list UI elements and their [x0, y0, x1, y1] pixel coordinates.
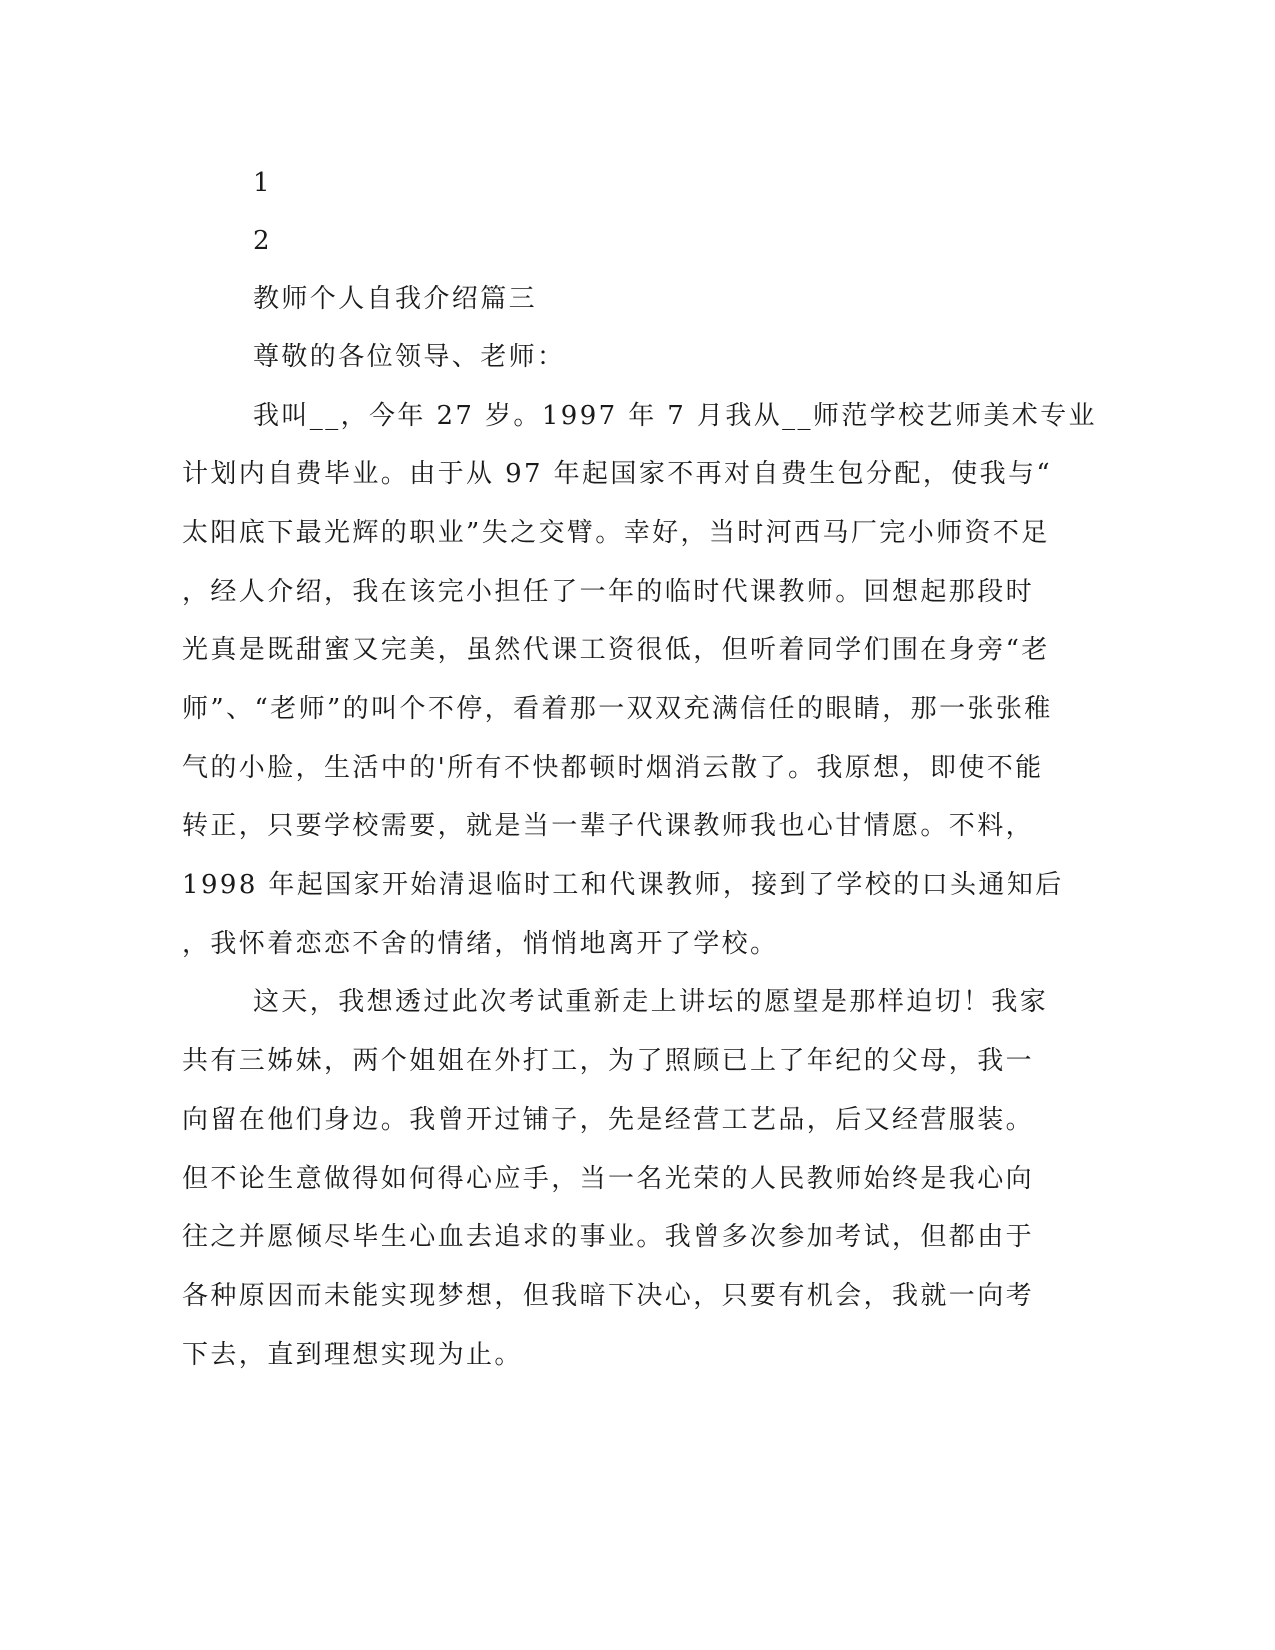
paragraph2-line: 向留在他们身边。我曾开过铺子，先是经营工艺品，后又经营服装。: [182, 1105, 1035, 1135]
paragraph1-line: ，经人介绍，我在该完小担任了一年的临时代课教师。回想起那段时: [182, 577, 1035, 607]
paragraph1-line: 转正，只要学校需要，就是当一辈子代课教师我也心甘情愿。不料，: [182, 811, 1035, 841]
paragraph2-line: 但不论生意做得如何得心应手，当一名光荣的人民教师始终是我心向: [182, 1164, 1035, 1194]
page-number-2: 2: [253, 226, 272, 256]
paragraph1-line: 太阳底下最光辉的职业”失之交臂。幸好，当时河西马厂完小师资不足: [182, 518, 1050, 548]
paragraph1-line: ，我怀着恋恋不舍的情绪，悄悄地离开了学校。: [182, 929, 779, 959]
document-title: 教师个人自我介绍篇三: [253, 284, 538, 314]
paragraph2-line: 这天，我想透过此次考试重新走上讲坛的愿望是那样迫切！我家: [253, 987, 1049, 1017]
paragraph1-line: 1998 年起国家开始清退临时工和代课教师，接到了学校的口头通知后: [182, 870, 1064, 900]
salutation: 尊敬的各位领导、老师：: [253, 342, 566, 372]
paragraph1-line: 光真是既甜蜜又完美，虽然代课工资很低，但听着同学们围在身旁“老: [182, 635, 1050, 665]
paragraph2-line: 下去，直到理想实现为止。: [182, 1340, 523, 1370]
paragraph1-line: 计划内自费毕业。由于从 97 年起国家不再对自费生包分配，使我与“: [182, 459, 1053, 489]
paragraph1-line: 师”、“老师”的叫个不停，看着那一双双充满信任的眼睛，那一张张稚: [182, 694, 1053, 724]
paragraph2-line: 往之并愿倾尽毕生心血去追求的事业。我曾多次参加考试，但都由于: [182, 1222, 1035, 1252]
paragraph1-line: 我叫__，今年 27 岁。1997 年 7 月我从__师范学校艺师美术专业: [253, 401, 1097, 431]
paragraph2-line: 共有三姊妹，两个姐姐在外打工，为了照顾已上了年纪的父母，我一: [182, 1046, 1035, 1076]
paragraph2-line: 各种原因而未能实现梦想，但我暗下决心，只要有机会，我就一向考: [182, 1281, 1035, 1311]
paragraph1-line: 气的小脸，生活中的'所有不快都顿时烟消云散了。我原想，即使不能: [182, 753, 1044, 783]
page-number-1: 1: [253, 168, 272, 198]
